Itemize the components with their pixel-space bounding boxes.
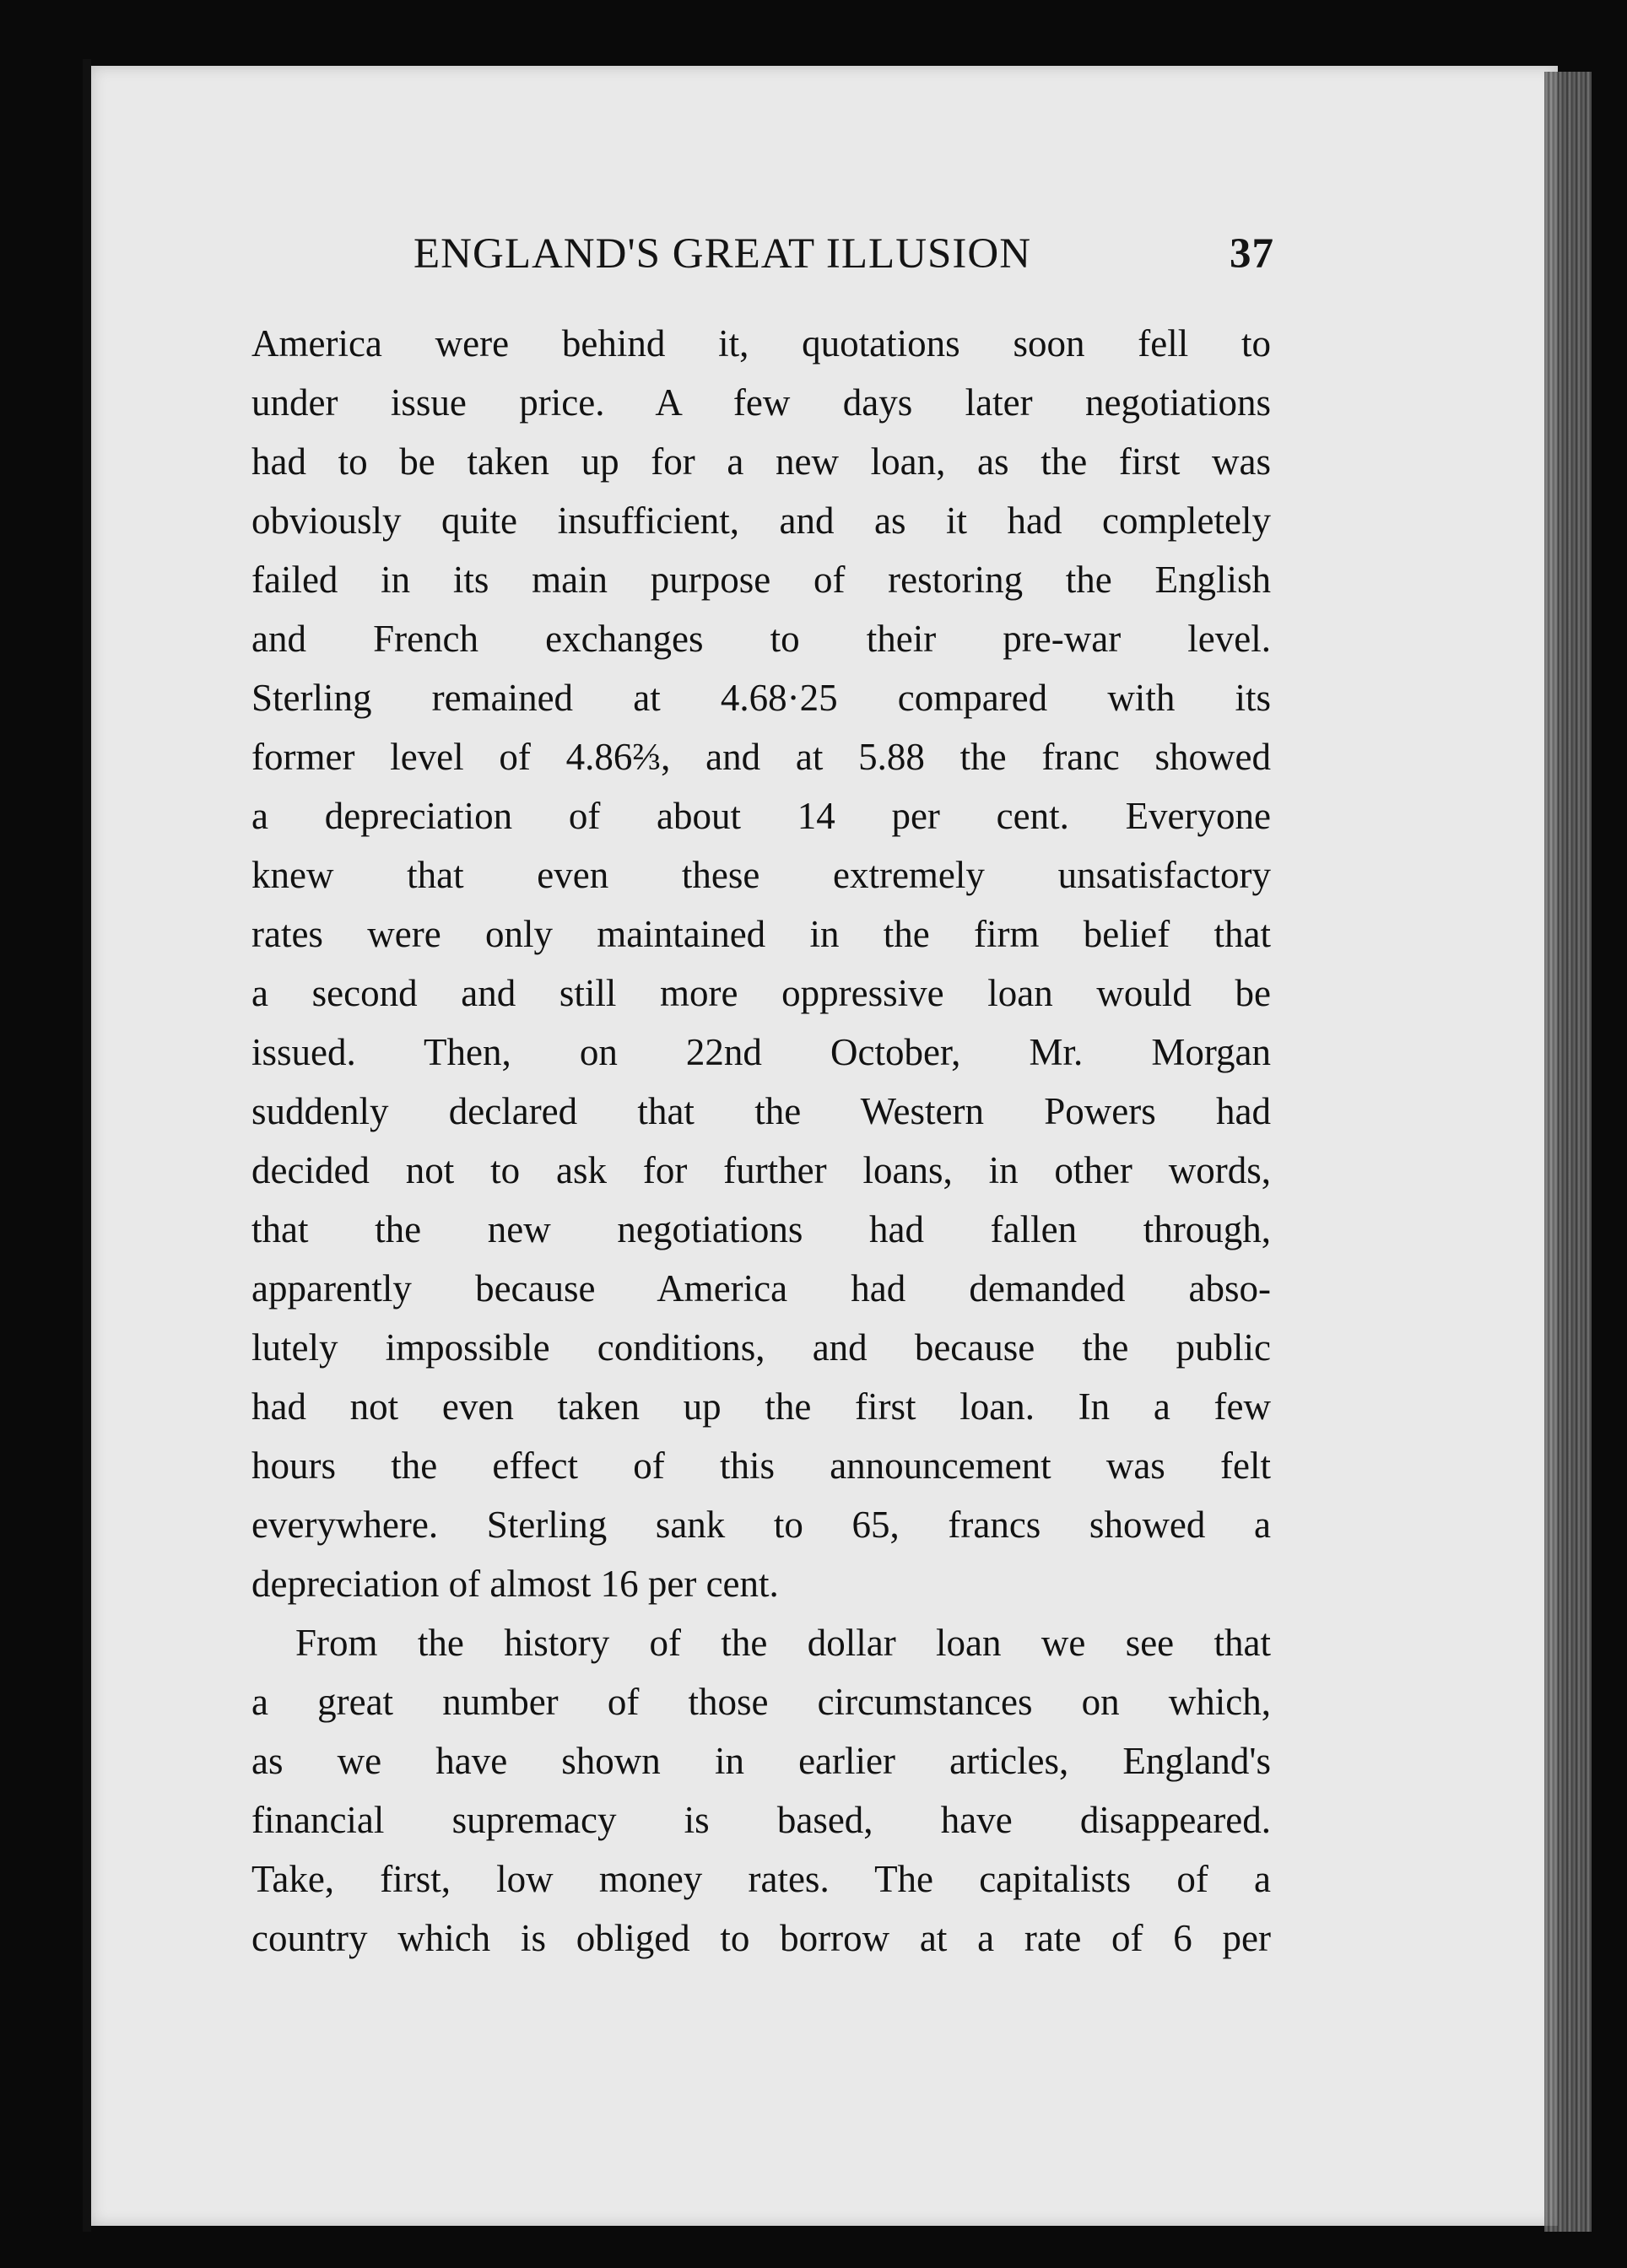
text-line: apparently because America had demanded abso- (251, 1267, 1271, 1310)
text-line: and French exchanges to their pre-war level. (251, 618, 1271, 660)
text-line: as we have shown in earlier articles, England's (251, 1740, 1271, 1782)
text-line: lutely impossible conditions, and because the public (251, 1326, 1271, 1369)
text-line: financial supremacy is based, have disappeared. (251, 1799, 1271, 1841)
text-line: issued. Then, on 22nd October, Mr. Morgan (251, 1031, 1271, 1073)
page-left-shadow (83, 59, 91, 2232)
text-line: had to be taken up for a new loan, as the first was (251, 440, 1271, 483)
text-line: under issue price. A few days later negotiations (251, 381, 1271, 424)
text-line: Sterling remained at 4.68·25 compared with its (251, 677, 1271, 719)
book-edge (1544, 72, 1592, 2232)
text-line: Take, first, low money rates. The capitalists of a (251, 1858, 1271, 1900)
paragraph-2 (251, 1613, 1271, 1968)
running-title: ENGLAND'S GREAT ILLUSION (414, 230, 1032, 278)
page-number: 37 (1230, 230, 1274, 278)
text-line: knew that even these extremely unsatisfactory (251, 854, 1271, 896)
text-line: everywhere. Sterling sank to 65, francs showed a (251, 1504, 1271, 1546)
text-line: a depreciation of about 14 per cent. Everyone (251, 795, 1271, 837)
body-text (251, 314, 1271, 1968)
text-line: rates were only maintained in the firm belief that (251, 913, 1271, 955)
text-line: suddenly declared that the Western Powers had (251, 1090, 1271, 1132)
text-line: had not even taken up the first loan. In a few (251, 1385, 1271, 1428)
text-line: From the history of the dollar loan we see that (295, 1622, 1271, 1664)
text-line: obviously quite insufficient, and as it had completely (251, 500, 1271, 542)
text-line: former level of 4.86⅔, and at 5.88 the franc showed (251, 736, 1271, 778)
running-head (414, 230, 1274, 289)
text-line: depreciation of almost 16 per cent. (251, 1563, 779, 1605)
paragraph-1 (251, 314, 1271, 1613)
text-line: a second and still more oppressive loan would be (251, 972, 1271, 1014)
text-line: a great number of those circumstances on which, (251, 1681, 1271, 1723)
text-line: that the new negotiations had fallen through, (251, 1208, 1271, 1250)
text-line: decided not to ask for further loans, in other words, (251, 1149, 1271, 1191)
text-line: America were behind it, quotations soon fell to (251, 322, 1271, 364)
text-line: country which is obliged to borrow at a rate of 6 per (251, 1917, 1271, 1959)
text-line: failed in its main purpose of restoring the English (251, 559, 1271, 601)
text-line: hours the effect of this announcement was felt (251, 1444, 1271, 1487)
